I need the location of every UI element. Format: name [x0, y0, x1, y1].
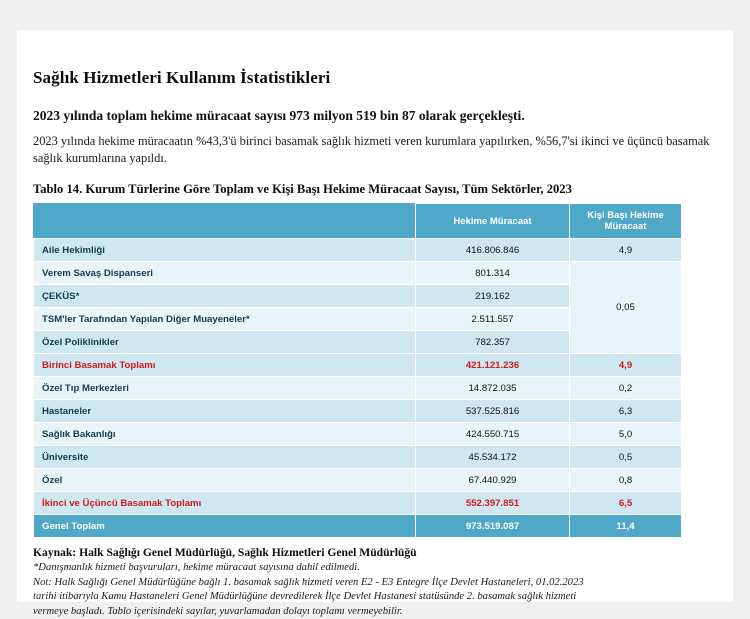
row-per-capita: 0,8	[570, 469, 682, 492]
document-page	[17, 30, 733, 617]
row-visits: 416.806.846	[416, 239, 570, 262]
table-row	[34, 262, 682, 285]
row-per-capita: 4,9	[570, 239, 682, 262]
column-header-visits: Hekime Müracaat	[416, 204, 570, 239]
footnote-line: tarihi itibarıyla Kamu Hastaneleri Genel Müdürlüğüne devredilerek İlçe Devlet Hastanesi statüsünde 2. basamak sağlık hizmeti	[33, 591, 577, 602]
table-row	[34, 446, 682, 469]
row-label: TSM'ler Tarafından Yapılan Diğer Muayeneler*	[34, 308, 416, 331]
table-row-subtotal-secondary	[34, 492, 682, 515]
row-visits: 801.314	[416, 262, 570, 285]
table-caption: Tablo 14. Kurum Türlerine Göre Toplam ve Kişi Başı Hekime Müracaat Sayısı, Tüm Sektörler, 2023	[33, 182, 572, 196]
row-label: Birinci Basamak Toplamı	[34, 354, 416, 377]
row-label: Sağlık Bakanlığı	[34, 423, 416, 446]
table-row	[34, 400, 682, 423]
table-row	[34, 377, 682, 400]
footnote-line: Not: Halk Sağlığı Genel Müdürlüğüne bağlı 1. basamak sağlık hizmeti veren E2 - E3 Entegre İlçe Devlet Hastaneleri, 01.02.2023	[33, 576, 584, 588]
lede-paragraph: 2023 yılında toplam hekime müracaat sayısı 973 milyon 519 bin 87 olarak gerçekleşti.	[33, 108, 525, 123]
column-header-per-capita: Kişi Başı Hekime Müracaat	[570, 204, 682, 239]
row-visits: 552.397.851	[416, 492, 570, 515]
table-row-grand-total	[34, 515, 682, 538]
table-row	[34, 239, 682, 262]
table-row	[34, 469, 682, 492]
row-label: ÇEKÜS*	[34, 285, 416, 308]
row-visits: 424.550.715	[416, 423, 570, 446]
row-visits: 219.162	[416, 285, 570, 308]
body-paragraph: 2023 yılında hekime müracaatın %43,3'ü birinci basamak sağlık hizmeti veren kurumlara yapılırken, %56,7'si ikinci ve üçüncü basamak sağlık kurumlarına yapıldı.	[33, 134, 710, 165]
document-content	[33, 68, 717, 619]
row-visits: 14.872.035	[416, 377, 570, 400]
table-head	[34, 204, 682, 239]
row-per-capita: 6,3	[570, 400, 682, 423]
statistics-table	[33, 203, 682, 538]
row-visits: 782.357	[416, 331, 570, 354]
row-label: Özel	[34, 469, 416, 492]
source-line: Kaynak: Halk Sağlığı Genel Müdürlüğü, Sağlık Hizmetleri Genel Müdürlüğü	[33, 546, 417, 559]
row-per-capita: 6,5	[570, 492, 682, 515]
row-label: Aile Hekimliği	[34, 239, 416, 262]
row-visits: 67.440.929	[416, 469, 570, 492]
table-header-row	[34, 204, 682, 239]
row-visits: 2.511.557	[416, 308, 570, 331]
row-label: Hastaneler	[34, 400, 416, 423]
column-header-institution	[34, 204, 416, 239]
row-visits: 973.519.087	[416, 515, 570, 538]
page-title: Sağlık Hizmetleri Kullanım İstatistikleri	[33, 68, 331, 87]
row-label: Üniversite	[34, 446, 416, 469]
table-row-subtotal-primary	[34, 354, 682, 377]
row-per-capita: 11,4	[570, 515, 682, 538]
row-per-capita-merged: 0,05	[570, 262, 682, 354]
source-footnotes	[33, 561, 717, 618]
row-visits: 537.525.816	[416, 400, 570, 423]
source-notes	[33, 546, 717, 618]
row-visits: 45.534.172	[416, 446, 570, 469]
row-label: Verem Savaş Dispanseri	[34, 262, 416, 285]
table-body	[34, 239, 682, 538]
row-per-capita: 0,2	[570, 377, 682, 400]
table-row	[34, 423, 682, 446]
row-visits: 421.121.236	[416, 354, 570, 377]
row-label: Özel Poliklinikler	[34, 331, 416, 354]
row-label: İkinci ve Üçüncü Basamak Toplamı	[34, 492, 416, 515]
footnote-line: *Danışmanlık hizmeti başvuruları, hekime müracaat sayısına dahil edilmedi.	[33, 562, 360, 573]
row-per-capita: 4,9	[570, 354, 682, 377]
footnote-line: vermeye başladı. Tablo içerisindeki sayılar, yuvarlamadan dolayı toplamı vermeyebilir.	[33, 605, 403, 617]
row-label: Genel Toplam	[34, 515, 416, 538]
row-per-capita: 0,5	[570, 446, 682, 469]
row-label: Özel Tıp Merkezleri	[34, 377, 416, 400]
row-per-capita: 5,0	[570, 423, 682, 446]
